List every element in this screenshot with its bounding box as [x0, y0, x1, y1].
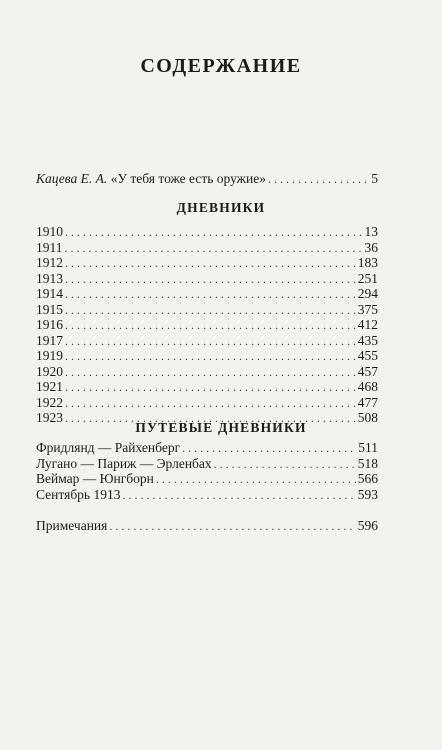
section-title-diaries: ДНЕВНИКИ [176, 200, 266, 215]
toc-entry-label: 1911 [36, 239, 63, 255]
toc-entry [36, 440, 378, 456]
toc-entry-label: 1910 [36, 224, 63, 239]
toc-entry-label [36, 171, 266, 187]
notes-entry-list [36, 518, 378, 534]
toc-entry-label: 1915 [36, 301, 63, 317]
toc-entry-page: 593 [357, 486, 378, 502]
toc-entry-page: 596 [357, 518, 378, 533]
toc-entry-label: 1917 [36, 332, 63, 348]
toc-entry-notes [36, 518, 378, 534]
toc-entry-label: Лугано — Париж — Эрленбах [36, 455, 212, 471]
toc-entry [36, 364, 378, 380]
toc-entry [36, 286, 378, 302]
toc-entry-label: 1921 [36, 379, 63, 394]
toc-entry-label: 1914 [36, 286, 63, 301]
section-title-travel-diaries: ПУТЕВЫЕ ДНЕВНИКИ [135, 420, 307, 435]
toc-entry-label: Примечания [36, 518, 108, 533]
toc-entry [36, 271, 378, 287]
toc-entry-label: 1913 [36, 270, 63, 286]
dot-leader [65, 287, 356, 302]
toc-entry [36, 471, 378, 487]
dot-leader [268, 172, 369, 187]
dot-leader [65, 318, 356, 333]
intro-author: Кацева Е. А. [36, 171, 108, 186]
toc-entry [36, 317, 378, 333]
toc-entry [36, 255, 378, 271]
toc-entry [36, 333, 378, 349]
toc-entry [36, 379, 378, 395]
toc-entry [36, 487, 378, 503]
toc-entry-page: 468 [357, 379, 378, 394]
diaries-entry-list [36, 224, 378, 426]
toc-entry-page: 183 [357, 255, 378, 270]
toc-entry [36, 302, 378, 318]
toc-entry-page: 435 [357, 332, 378, 348]
toc-entry-label: 1923 [36, 410, 63, 425]
toc-entry-label: 1919 [36, 348, 63, 363]
toc-entry-page: 13 [364, 224, 378, 239]
dot-leader [109, 519, 355, 534]
toc-entry-label: 1912 [36, 255, 63, 270]
toc-entry-label: 1920 [36, 363, 63, 379]
toc-entry-page: 36 [364, 239, 378, 255]
toc-entry-label: Фридлянд — Райхенберг [36, 440, 181, 455]
page-title: СОДЕРЖАНИЕ [140, 55, 302, 77]
dot-leader [182, 441, 356, 456]
toc-entry [36, 456, 378, 472]
toc-entry-page: 566 [357, 471, 378, 486]
dot-leader [65, 365, 356, 380]
intro-entry-list [36, 171, 378, 187]
toc-entry-page: 412 [357, 317, 378, 332]
toc-entry-label: 1916 [36, 317, 63, 332]
dot-leader [65, 380, 356, 395]
toc-entry-page: 477 [357, 394, 378, 410]
toc-entry-page: 455 [357, 348, 378, 363]
travel-diaries-entry-list [36, 440, 378, 502]
toc-entry-page: 518 [357, 455, 378, 471]
toc-entry [36, 224, 378, 240]
toc-entry-label: 1922 [36, 394, 63, 410]
toc-entry-page: 251 [357, 270, 378, 286]
dot-leader [65, 256, 356, 271]
toc-entry [36, 395, 378, 411]
dot-leader [65, 334, 356, 349]
toc-entry-page: 508 [357, 410, 378, 425]
intro-title: «У тебя тоже есть оружие» [110, 171, 266, 186]
dot-leader [65, 225, 363, 240]
dot-leader [65, 272, 356, 287]
toc-entry-page: 294 [357, 286, 378, 301]
toc-entry-page: 5 [371, 171, 378, 186]
toc-entry-page: 457 [357, 363, 378, 379]
dot-leader [65, 303, 356, 318]
dot-leader [214, 457, 356, 472]
toc-entry-label: Веймар — Юнгборн [36, 471, 154, 486]
toc-entry [36, 240, 378, 256]
toc-entry-label: Сентябрь 1913 [36, 486, 121, 502]
dot-leader [122, 488, 355, 503]
toc-entry-page: 511 [358, 440, 378, 455]
dot-leader [65, 241, 363, 256]
toc-entry-intro [36, 171, 378, 187]
toc-entry [36, 348, 378, 364]
dot-leader [65, 349, 356, 364]
dot-leader [156, 472, 356, 487]
toc-entry-page: 375 [357, 301, 378, 317]
dot-leader [65, 396, 356, 411]
